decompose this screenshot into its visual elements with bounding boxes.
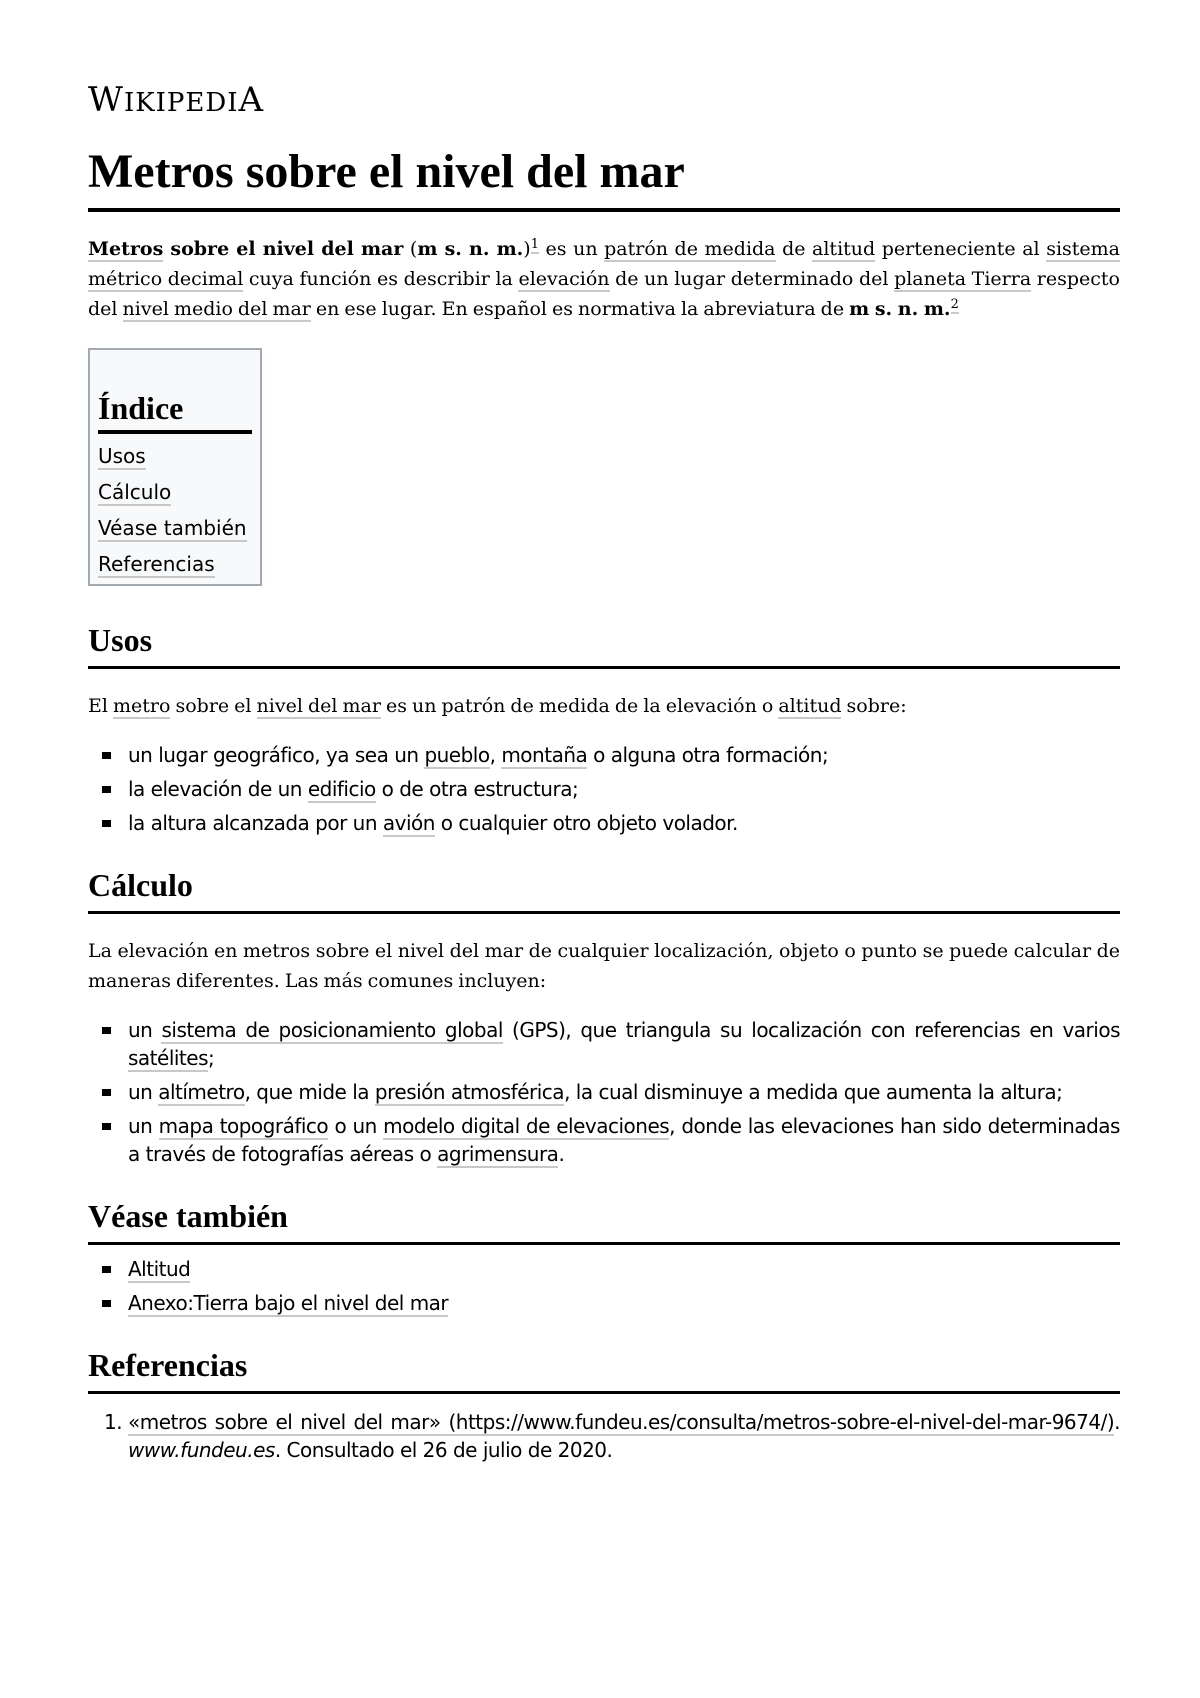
vease-list [88, 1255, 1120, 1317]
list-item: la altura alcanzada por un avión o cualquier otro objeto volador. [128, 809, 1120, 837]
link-altitud[interactable]: altitud [812, 238, 876, 260]
references-list [88, 1408, 1120, 1464]
list-item: un altímetro, que mide la presión atmosférica, la cual disminuye a medida que aumenta la altura; [128, 1078, 1120, 1106]
link-sistema-metrico[interactable]: sistema métrico decimal [88, 238, 1120, 290]
link-montana[interactable]: montaña [501, 743, 588, 767]
calculo-list [88, 1016, 1120, 1168]
link-planeta-tierra[interactable]: planeta Tierra [894, 268, 1032, 290]
usos-paragraph: El metro sobre el nivel del mar es un patrón de medida de la elevación o altitud sobre: [88, 695, 907, 717]
link-gps[interactable]: sistema de posicionamiento global [161, 1018, 503, 1042]
link-altitud-3[interactable]: Altitud [128, 1257, 191, 1281]
link-anexo-tierra[interactable]: Anexo:Tierra bajo el nivel del mar [128, 1291, 449, 1315]
link-elevacion[interactable]: elevación [518, 268, 610, 290]
list-item [128, 1289, 1120, 1317]
heading-calculo: Cálculo [88, 865, 1120, 914]
toc-item-referencias[interactable]: Referencias [98, 552, 215, 576]
link-nivel-medio[interactable]: nivel medio del mar [122, 298, 311, 320]
intro-paragraph: Metros sobre el nivel del mar (m s. n. m.)$^1$ es un patrón de medida de altitud perteneciente al sistema métrico decimal cuya función es describir la elevación de un lugar determinado del planeta Tierra respecto del nivel medio del mar en ese lugar. En español es normativa la abreviatura de m s. n. m.$^2$ [88, 236, 1120, 320]
heading-usos: Usos [88, 620, 1120, 669]
toc-item-calculo[interactable]: Cálculo [98, 480, 172, 504]
link-metro[interactable]: metro [113, 695, 171, 717]
link-modelo-digital[interactable]: modelo digital de elevaciones [383, 1114, 670, 1138]
link-avion[interactable]: avión [382, 811, 435, 835]
list-item: la elevación de un edificio o de otra estructura; [128, 775, 1120, 803]
list-item [128, 1255, 1120, 1283]
link-agrimensura[interactable]: agrimensura [437, 1142, 559, 1166]
table-of-contents [88, 348, 262, 586]
link-satelites[interactable]: satélites [128, 1046, 209, 1070]
link-pueblo[interactable]: pueblo [424, 743, 490, 767]
toc-item-usos[interactable]: Usos [98, 444, 146, 468]
link-mapa-topografico[interactable]: mapa topográfico [158, 1114, 329, 1138]
calculo-paragraph: La elevación en metros sobre el nivel del mar de cualquier localización, objeto o punto se puede calcular de maneras diferentes. Las más comunes incluyen: [88, 940, 1120, 992]
heading-referencias: Referencias [88, 1345, 1120, 1394]
page-title: Metros sobre el nivel del mar [88, 146, 1120, 212]
wikipedia-logo[interactable]: WIKIPEDIA [88, 80, 265, 120]
toc-title: Índice [98, 388, 252, 434]
list-item: un mapa topográfico o un modelo digital de elevaciones, donde las elevaciones han sido determinadas a través de fotografías aéreas o agrimensura. [128, 1114, 1120, 1166]
toc-item-vease[interactable]: Véase también [98, 516, 247, 540]
link-patron-medida[interactable]: patrón de medida [604, 238, 776, 260]
link-nivel-del-mar[interactable]: nivel del mar [256, 695, 381, 717]
link-metros[interactable]: Metros [88, 238, 164, 260]
list-item: un sistema de posicionamiento global (GPS), que triangula su localización con referencias en varios satélites; [128, 1018, 1120, 1070]
link-altimetro[interactable]: altímetro [158, 1080, 245, 1104]
link-edificio[interactable]: edificio [307, 777, 376, 801]
ref-link-fundeu[interactable]: «metros sobre el nivel del mar» (https://www.fundeu.es/consulta/metros-sobre-el-nivel-del-mar-9674/) [128, 1410, 1115, 1434]
list-item: un lugar geográfico, ya sea un pueblo, montaña o alguna otra formación; [128, 741, 1120, 769]
article [88, 80, 1120, 1464]
link-presion-atmosferica[interactable]: presión atmosférica [374, 1080, 565, 1104]
heading-vease: Véase también [88, 1196, 1120, 1245]
ref-2[interactable]: 2 [950, 296, 959, 312]
link-altitud-2[interactable]: altitud [778, 695, 842, 717]
ref-1[interactable]: 1 [530, 236, 539, 252]
reference-item: 1. «metros sobre el nivel del mar» (https://www.fundeu.es/consulta/metros-sobre-el-nivel-del-mar-9674/). www.fundeu.es. Consultado el 26 de julio de 2020. [128, 1408, 1120, 1464]
usos-list [88, 741, 1120, 837]
